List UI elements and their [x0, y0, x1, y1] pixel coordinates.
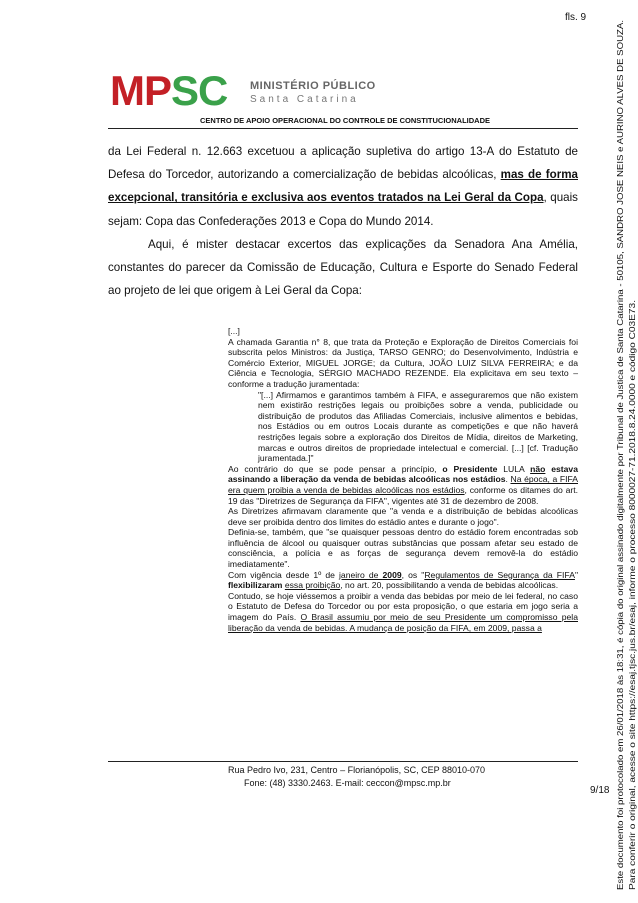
mpsc-logo	[110, 67, 376, 114]
logo-letter-p: P	[144, 67, 172, 114]
logo-mark	[110, 67, 228, 114]
paragraph-1	[108, 140, 578, 233]
q2-g: Na época, a FIFA era quem proibia a venda de bebidas alcoólicas nos estádios	[228, 474, 578, 495]
quote-para-2	[228, 464, 578, 506]
logo-letter-c: C	[198, 67, 228, 114]
p1-text-a: da Lei Federal n. 12.663 excetuou a aplicação supletiva do artigo 13-A do Estatuto de Defesa do Torcedor, autorizando a comercialização de bebidas alcoólicas,	[108, 145, 578, 182]
logo-letter-s: S	[171, 67, 199, 114]
footer-address: Rua Pedro Ivo, 231, Centro – Florianópolis, SC, CEP 88010-070	[228, 765, 485, 775]
q6-b: O Brasil assumiu por meio de seu Presidente um compromisso pela liberação da venda de bebidas. A mudança de posição da FIFA, em 2009, passa a	[228, 612, 578, 633]
p1-emphasis: mas de forma excepcional, transitória e exclusiva aos eventos tratados na Lei Geral da Copa	[108, 168, 578, 205]
header-divider	[108, 128, 578, 129]
q2-a: Ao contrário do que se pode pensar a princípio,	[228, 463, 443, 474]
page-counter: 9/18	[590, 785, 610, 796]
quote-para-5	[228, 570, 578, 591]
q2-b: o Presidente	[442, 463, 498, 474]
q5-j: , no art. 20, possibilitando a venda de bebidas alcoólicas.	[340, 580, 559, 591]
header-title: CENTRO DE APOIO OPERACIONAL DO CONTROLE DE CONSTITUCIONALIDADE	[200, 116, 491, 125]
quote-nested: "[...] Afirmamos e garantimos também à FIFA, e asseguraremos que não existem nem existirão restrições legais ou proibições sobre a venda, publicidade ou distribuição de produtos das Afiliadas Comerciais, inclusive alimentos e bebidas, nos Estádios ou em outros Locais durante as competições e que não haverá restrições legais sobre a exploração dos Direitos de Mídia, direitos de Marketing, marcas e outros direitos de propriedade intelectual e comercial. [...] [cf. Tradução juramentada.]"	[258, 389, 578, 464]
q2-c: LULA	[497, 463, 531, 474]
q2-h: , conforme os ditames do art. 19 das "Diretrizes de Segurança da FIFA", vigentes até 31 de dezembro de 2008.	[228, 484, 578, 506]
q2-d: não	[530, 463, 546, 474]
page-label: fls. 9	[565, 12, 587, 23]
q5-g: flexibilizaram	[228, 580, 283, 591]
body-text	[108, 140, 578, 302]
side-stamp-line-2: Para conferir o original, acesse o site https://esaj.tjsc.jus.br/esaj, informe o processo 8000027-71.2018.8.24.0000 e código C03E73.	[627, 394, 637, 890]
footer-divider	[108, 761, 578, 762]
quote-para-3: As Diretrizes afirmavam claramente que "a venda e a distribuição de bebidas alcoólicas deve ser proibida dentro dos limites do estádio antes e durante o jogo".	[228, 506, 578, 527]
side-stamp-svg	[610, 10, 638, 890]
side-stamp-line-1: Este documento foi protocolado em 26/01/2018 às 18:31, é cópia do original assinado digitalmente por Tribunal de Justica de Santa Catarina - 50105, SANDRO JOSE NEIS e AURINO ALVES DE SOUZA.	[615, 121, 625, 890]
quote-open: [...]	[228, 326, 240, 336]
quote-para-6	[228, 591, 578, 633]
logo-letter-m: M	[110, 67, 144, 114]
block-quote	[228, 326, 578, 633]
q2-e: estava assinando a liberação da venda de bebidas alcoólicas nos estádios	[228, 463, 578, 485]
q5-a: Com vigência desde 1º de	[228, 569, 339, 580]
p1-text-c: , quais sejam: Copa das Confederações 2013 e Copa do Mundo 2014.	[108, 191, 578, 228]
q5-f: "	[574, 569, 578, 580]
q6-a: Contudo, se hoje viéssemos a proibir a venda das bebidas por meio de lei federal, no caso o Estatuto de Defesa do Torcedor ou por esta proposição, o que estaria em jogo seria a imagem do País.	[228, 590, 578, 623]
q5-c: 2009	[382, 569, 402, 580]
quote-para-4: Definia-se, também, que "se quaisquer pessoas dentro do estádio forem encontradas sob influência de álcool ou quaisquer outras substâncias que possam afetar seu estado de consciência, a polícia e as forças de segurança devem removê-la do estádio imediatamente".	[228, 527, 578, 570]
logo-org-sub: Santa Catarina	[250, 94, 359, 105]
q5-d: , os "	[401, 569, 425, 580]
side-stamp	[610, 10, 638, 890]
q5-e: Regulamentos de Segurança da FIFA	[424, 569, 575, 580]
q5-b: janeiro de	[339, 569, 383, 580]
q5-i: essa proibição	[284, 580, 341, 591]
paragraph-2: Aqui, é mister destacar excertos das explicações da Senadora Ana Amélia, constantes do parecer da Comissão de Educação, Cultura e Esporte do Senado Federal ao projeto de lei que origem à Lei Geral da Copa:	[108, 237, 578, 298]
footer	[228, 764, 485, 790]
logo-org-name: MINISTÉRIO PÚBLICO	[250, 80, 376, 92]
quote-para-1: A chamada Garantia n° 8, que trata da Proteção e Exploração de Direitos Comerciais foi subscrita pelos Ministros: da Justiça, TARSO GENRO; do Desenvolvimento, Indústria e Comércio Exterior, MIGUEL JORGE; da Cultura, JOÃO LUIZ SILVA FERREIRA; e da Ciência e Tecnologia, SÉRGIO MACHADO REZENDE. Ela explicitava em seu texto – conforme a tradução juramentada:	[228, 336, 578, 389]
q2-f: .	[505, 474, 511, 485]
footer-contact: Fone: (48) 3330.2463. E-mail: ceccon@mpsc.mp.br	[244, 778, 451, 788]
